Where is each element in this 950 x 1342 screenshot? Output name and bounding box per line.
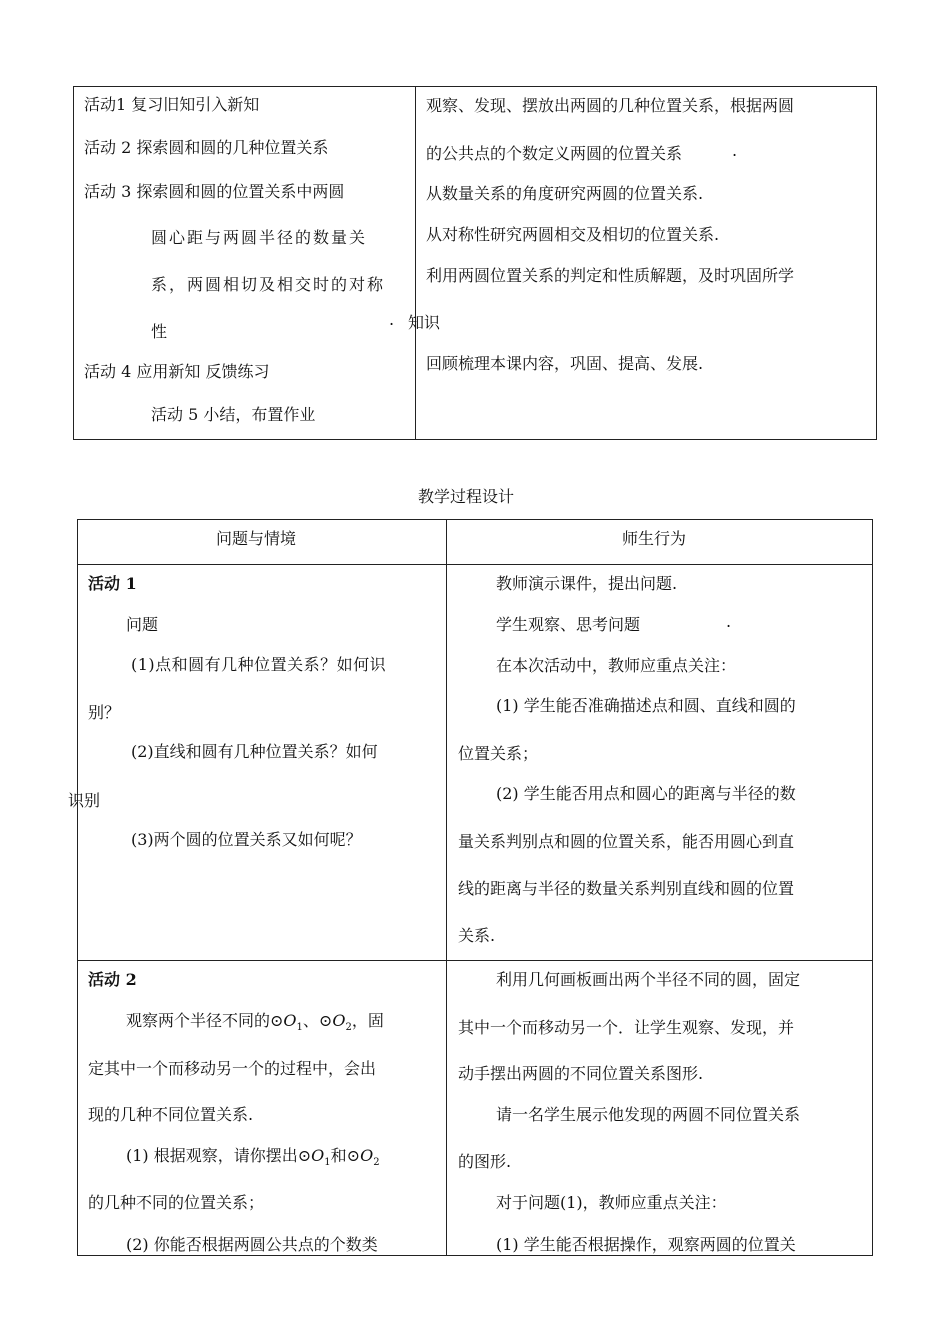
- question-1-line-1: (1)点和圆有几种位置关系？如何识: [131, 655, 387, 674]
- activity-3-cont-1: 圆心距与两圆半径的数量关: [151, 228, 368, 247]
- behavior-1-4: (1) 学生能否准确描述点和圆、直线和圆的: [496, 696, 796, 715]
- behavior-2-5: 的图形.: [458, 1152, 512, 1171]
- behavior-2-7: (1) 学生能否根据操作，观察两圆的位置关: [496, 1235, 796, 1254]
- goal-4-line-1: 利用两圆位置关系的判定和性质解题，及时巩固所学: [426, 266, 795, 285]
- activity-2-paragraph-line-2: 定其中一个而移动另一个的过程中，会出: [88, 1059, 377, 1078]
- behavior-2-4: 请一名学生展示他发现的两圆不同位置关系: [496, 1105, 801, 1124]
- goal-2: 从数量关系的角度研究两圆的位置关系.: [426, 184, 704, 203]
- question-2-line-2: 识别: [68, 791, 101, 810]
- activity-2-heading: 活动 2: [88, 970, 137, 989]
- problem-label: 问题: [126, 615, 159, 634]
- activity-3-cont-3: 性: [151, 322, 168, 341]
- behavior-1-2: 学生观察、思考问题: [496, 615, 641, 634]
- behavior-1-3: 在本次活动中，教师应重点关注：: [496, 656, 737, 675]
- question-2-line-1: (2)直线和圆有几种位置关系？如何: [131, 742, 378, 761]
- question-3: (3)两个圆的位置关系又如何呢？: [131, 830, 362, 849]
- behavior-1-6: (2) 学生能否用点和圆心的距离与半径的数: [496, 784, 796, 803]
- goal-5: 回顾梳理本课内容，巩固、提高、发展.: [426, 354, 704, 373]
- behavior-1-2-period: .: [726, 612, 732, 631]
- behavior-2-3: 动手摆出两圆的不同位置关系图形.: [458, 1064, 704, 1083]
- behavior-2-2: 其中一个而移动另一个．让学生观察、发现，并: [458, 1018, 795, 1037]
- behavior-1-7: 量关系判别点和圆的位置关系，能否用圆心到直: [458, 832, 795, 851]
- goal-1-period: .: [732, 141, 738, 160]
- behavior-1-5: 位置关系；: [458, 744, 539, 763]
- activity-2-paragraph-line-1: 观察两个半径不同的$⊙O_1$、$⊙O_2$，固: [126, 1011, 384, 1034]
- activity-3-cont-2: 系，两圆相切及相交时的对称: [151, 275, 386, 294]
- behavior-2-6: 对于问题(1)，教师应重点关注：: [496, 1193, 727, 1212]
- behavior-1-9: 关系.: [458, 926, 496, 945]
- question-1-line-2: 别？: [88, 703, 121, 722]
- activity-2-task-2-line-1: (2) 你能否根据两圆公共点的个数类: [126, 1235, 378, 1254]
- behavior-2-1: 利用几何画板画出两个半径不同的圆，固定: [496, 970, 801, 989]
- goal-4-line-2: 知识: [408, 313, 441, 332]
- goal-1-line-1: 观察、发现、摆放出两圆的几种位置关系，根据两圆: [426, 96, 795, 115]
- section-title: 教学过程设计: [418, 487, 515, 506]
- activity-5-label: 活动 5 小结，布置作业: [151, 405, 316, 424]
- activity-4-label: 活动 4 应用新知 反馈练习: [84, 362, 270, 381]
- goal-4-period: .: [389, 310, 395, 329]
- goal-3: 从对称性研究两圆相交及相切的位置关系.: [426, 225, 720, 244]
- activity-2-task-1-line-1: (1) 根据观察，请你摆出$⊙O_1$和$⊙O_2$: [126, 1146, 380, 1169]
- activity-2-task-1-line-2: 的几种不同的位置关系；: [88, 1193, 265, 1212]
- activity-1-label: 活动1 复习旧知引入新知: [84, 95, 260, 114]
- activity-3-label: 活动 3 探索圆和圆的位置关系中两圆: [84, 182, 345, 201]
- activity-2-paragraph-line-3: 现的几种不同位置关系.: [88, 1105, 254, 1124]
- goal-1-line-2: 的公共点的个数定义两圆的位置关系: [426, 144, 683, 163]
- header-problem-situation: 问题与情境: [216, 529, 297, 548]
- header-teacher-student: 师生行为: [622, 529, 687, 548]
- activity-1-heading: 活动 1: [88, 574, 137, 593]
- activity-2-label: 活动 2 探索圆和圆的几种位置关系: [84, 138, 329, 157]
- behavior-1-1: 教师演示课件，提出问题.: [496, 574, 678, 593]
- behavior-1-8: 线的距离与半径的数量关系判别直线和圆的位置: [458, 879, 795, 898]
